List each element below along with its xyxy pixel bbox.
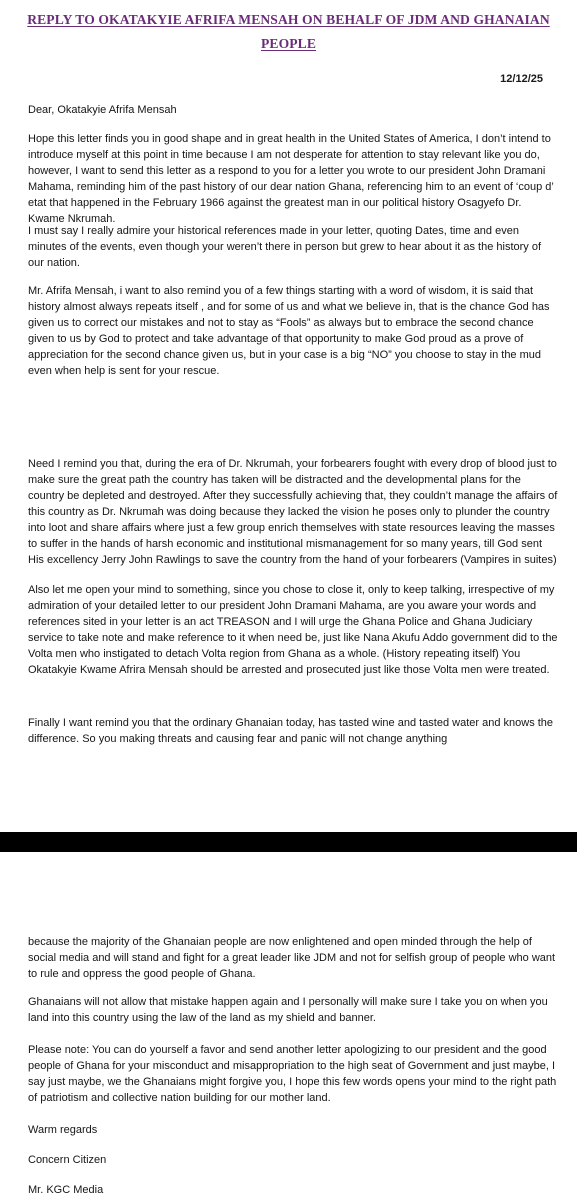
- paragraph-wisdom: Mr. Afrifa Mensah, i want to also remind you of a few things starting with a word of wisdom, it is said that history almost always repeats itself , and for some of us and what we believe in, that is the chance God has given us to correct our mistakes and not to stay as “Fools” as always but to embrace the second chance given to us by God to protect and take advantage of that opportunity to make God proud as a prove of appreciation for the second chance given us, but in your case is a big “NO” you choose to stay in the mud even when help is sent for your rescue.: [28, 285, 550, 377]
- salutation: Dear, Okatakyie Afrifa Mensah: [28, 104, 177, 116]
- closing-phrase: Warm regards: [28, 1124, 98, 1136]
- paragraph-continuation: because the majority of the Ghanaian people are now enlightened and open minded through the help of social media and will stand and fight for a great leader like JDM and not for selfish group of people who want to rule and oppress the good people of Ghana.: [28, 936, 556, 980]
- paragraph-intro: Hope this letter finds you in good shape and in great health in the United States of America, I don’t intend to introduce myself at this point in time because I am not desperate for attention to stay relevant like you do, however, I want to send this letter as a respond to you for a letter you wrote to our president John Dramani Mahama, reminding him of the past history of our dear nation Ghana, referencing him to an event of ‘coup d’ etat that happened in the February 1966 against the greatest man in our political history Osagyefo Dr. Kwame Nkrumah.: [28, 133, 554, 225]
- paragraph-finally: Finally I want remind you that the ordinary Ghanaian today, has tasted wine and tasted water and knows the difference. So you making threats and causing fear and panic will not change anything: [28, 717, 554, 745]
- letter-page-2: [0, 852, 577, 1200]
- signature-name: Mr. KGC Media: [28, 1184, 104, 1196]
- paragraph-please-note: Please note: You can do yourself a favor and send another letter apologizing to our president and the good people of Ghana for your misconduct and misappropriation to the high seat of Government and just maybe, I say just maybe, we the Ghanaians might forgive you, I hope this few words opens your mind to the right path of patriotism and collective nation building for our mother land.: [28, 1044, 557, 1104]
- paragraph-nkrumah-era: Need I remind you that, during the era of Dr. Nkrumah, your forbearers fought with every drop of blood just to make sure the great path the country has taken will be distracted and the developmental plans for the country be depleted and destroyed. After they successfully achieving that, they couldn’t manage the affairs of this country as Dr. Nkrumah was doing because they lacked the vision he poses only to plunder the country into loot and share affairs where just a few group enrich themselves with state resources leaving the masses to suffer in the hands of harsh economic and institutional mismanagement for so many years, till God sent His excellency Jerry John Rawlings to save the country from the hand of your forbearers (Vampires in suites): [28, 458, 558, 566]
- letter-date: 12/12/25: [500, 73, 543, 85]
- letter-title: REPLY TO OKATAKYIE AFRIFA MENSAH ON BEHALF OF JDM AND GHANAIAN PEOPLE: [27, 12, 550, 51]
- paragraph-admiration: I must say I really admire your historical references made in your letter, quoting Dates, time and even minutes of the events, even though your weren’t there in person but grew to hear about it as the history of our nation.: [28, 225, 542, 269]
- page-separator-bar: [0, 832, 577, 852]
- paragraph-warning: Ghanaians will not allow that mistake happen again and I personally will make sure I take you on when you land into this country using the law of the land as my shield and banner.: [28, 996, 548, 1024]
- signature-line: Concern Citizen: [28, 1154, 107, 1166]
- paragraph-treason: Also let me open your mind to something, since you chose to close it, only to keep talking, irrespective of my admiration of your detailed letter to our president John Dramani Mahama, are you aware your words and references sited in your letter is an act TREASON and I will urge the Ghana Police and Ghana Judiciary service to take note and make reference to it when need be, just like Nana Akufu Addo government did to the Volta men who instigated to detach Volta region from Ghana as a whole. (History repeating itself) You Okatakyie Kwame Afrira Mensah should be arrested and prosecuted just like those Volta men were treated.: [28, 584, 558, 676]
